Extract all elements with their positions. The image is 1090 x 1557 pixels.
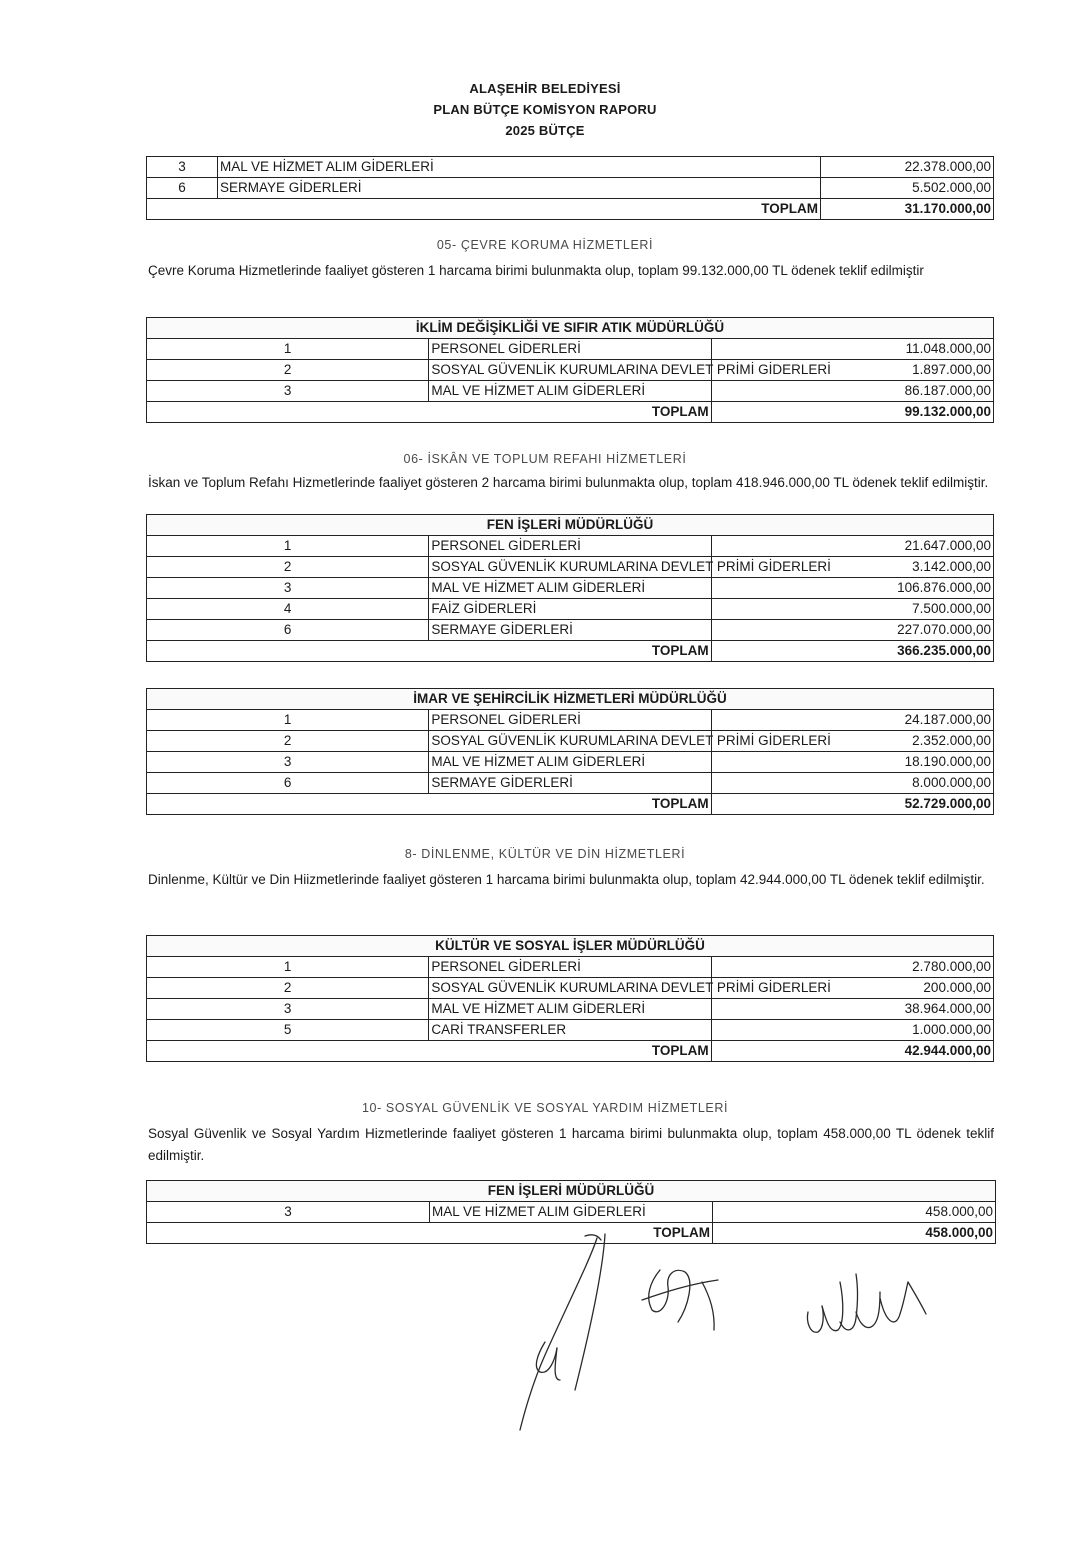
table-title: FEN İŞLERİ MÜDÜRLÜĞÜ [147, 515, 994, 536]
table-row [147, 157, 994, 178]
section-text: İskan ve Toplum Refahı Hizmetlerinde faaliyet gösteren 2 harcama birimi bulunmakta olup, toplam 418.946.000,00 TL ödenek teklif edilmiştir. [148, 475, 989, 490]
total-label: TOPLAM [147, 199, 821, 220]
total-row [147, 402, 994, 423]
row-no: 4 [147, 599, 429, 620]
row-name: MAL VE HİZMET ALIM GİDERLERİ [430, 1202, 713, 1223]
row-no: 6 [147, 773, 429, 794]
row-amount: 11.048.000,00 [711, 339, 993, 360]
row-no: 2 [147, 360, 429, 381]
total-amount: 31.170.000,00 [821, 199, 994, 220]
row-name: MAL VE HİZMET ALIM GİDERLERİ [429, 999, 711, 1020]
row-no: 3 [147, 999, 429, 1020]
total-amount: 52.729.000,00 [711, 794, 993, 815]
row-amount: 3.142.000,00 [711, 557, 993, 578]
row-no: 3 [147, 752, 429, 773]
total-amount: 42.944.000,00 [711, 1041, 993, 1062]
total-label: TOPLAM [147, 794, 712, 815]
budget-table-continued [146, 156, 994, 220]
section-title: 06- İSKÂN VE TOPLUM REFAHI HİZMETLERİ [403, 452, 687, 466]
table-row [147, 557, 994, 578]
row-amount: 5.502.000,00 [821, 178, 994, 199]
row-amount: 106.876.000,00 [711, 578, 993, 599]
row-name: MAL VE HİZMET ALIM GİDERLERİ [429, 752, 711, 773]
table-row [147, 773, 994, 794]
table-header [147, 936, 994, 957]
table-row [147, 999, 994, 1020]
row-name: SERMAYE GİDERLERİ [429, 773, 711, 794]
total-row [147, 199, 994, 220]
row-amount: 8.000.000,00 [711, 773, 993, 794]
row-no: 3 [147, 157, 218, 178]
total-row [147, 1041, 994, 1062]
total-amount: 99.132.000,00 [711, 402, 993, 423]
row-no: 2 [147, 731, 429, 752]
row-amount: 458.000,00 [713, 1202, 996, 1223]
row-amount: 22.378.000,00 [821, 157, 994, 178]
row-name: PERSONEL GİDERLERİ [429, 710, 711, 731]
table-row [147, 978, 994, 999]
section-text: Çevre Koruma Hizmetlerinde faaliyet gösteren 1 harcama birimi bulunmakta olup, toplam 99.132.000,00 TL ödenek teklif edilmiştir [148, 263, 924, 278]
section-text: Dinlenme, Kültür ve Din Hiizmetlerinde faaliyet gösteren 1 harcama birimi bulunmakta olup, toplam 42.944.000,00 TL ödenek teklif edilmiştir. [148, 872, 985, 887]
row-name: MAL VE HİZMET ALIM GİDERLERİ [218, 157, 821, 178]
budget-table-kultur [146, 935, 994, 1062]
budget-table-fen [146, 514, 994, 662]
table-header [147, 515, 994, 536]
row-name: MAL VE HİZMET ALIM GİDERLERİ [429, 578, 711, 599]
report-title: PLAN BÜTÇE KOMİSYON RAPORU [433, 102, 657, 117]
row-amount: 18.190.000,00 [711, 752, 993, 773]
row-no: 5 [147, 1020, 429, 1041]
table-title: İKLİM DEĞİŞİKLİĞİ VE SIFIR ATIK MÜDÜRLÜĞÜ [147, 318, 994, 339]
table-title: FEN İŞLERİ MÜDÜRLÜĞÜ [147, 1181, 996, 1202]
row-name: SOSYAL GÜVENLİK KURUMLARINA DEVLET PRİMİ GİDERLERİ [429, 731, 711, 752]
table-row [147, 339, 994, 360]
table-header [147, 318, 994, 339]
total-label: TOPLAM [147, 402, 712, 423]
municipality-name: ALAŞEHİR BELEDİYESİ [469, 81, 621, 96]
table-row [147, 178, 994, 199]
table-row [147, 1020, 994, 1041]
signature-1 [505, 1230, 630, 1440]
table-title: KÜLTÜR VE SOSYAL İŞLER MÜDÜRLÜĞÜ [147, 936, 994, 957]
row-name: SOSYAL GÜVENLİK KURUMLARINA DEVLET PRİMİ GİDERLERİ [429, 360, 711, 381]
signature-2 [630, 1262, 730, 1342]
row-amount: 2.352.000,00 [711, 731, 993, 752]
section-text: Sosyal Güvenlik ve Sosyal Yardım Hizmetlerinde faaliyet gösteren 1 harcama birimi bulunmakta olup, toplam 458.000,00 TL ödenek teklif edilmiştir. [148, 1126, 994, 1163]
section-title: 8- DİNLENME, KÜLTÜR VE DİN HİZMETLERİ [404, 847, 686, 861]
row-name: SOSYAL GÜVENLİK KURUMLARINA DEVLET PRİMİ GİDERLERİ [429, 557, 711, 578]
table-row [147, 1202, 996, 1223]
total-row [147, 794, 994, 815]
row-no: 2 [147, 978, 429, 999]
table-row [147, 360, 994, 381]
row-no: 2 [147, 557, 429, 578]
row-name: SERMAYE GİDERLERİ [218, 178, 821, 199]
row-no: 1 [147, 957, 429, 978]
row-name: PERSONEL GİDERLERİ [429, 957, 711, 978]
table-row [147, 957, 994, 978]
total-label: TOPLAM [147, 641, 712, 662]
table-row [147, 752, 994, 773]
table-row [147, 578, 994, 599]
row-no: 1 [147, 339, 429, 360]
row-name: SERMAYE GİDERLERİ [429, 620, 711, 641]
total-row [147, 641, 994, 662]
total-label: TOPLAM [147, 1041, 712, 1062]
row-amount: 1.000.000,00 [711, 1020, 993, 1041]
row-no: 3 [147, 578, 429, 599]
row-no: 3 [147, 1202, 430, 1223]
table-row [147, 710, 994, 731]
total-label: TOPLAM [147, 1223, 713, 1244]
row-no: 3 [147, 381, 429, 402]
total-amount: 458.000,00 [713, 1223, 996, 1244]
row-name: SOSYAL GÜVENLİK KURUMLARINA DEVLET PRİMİ GİDERLERİ [429, 978, 711, 999]
row-amount: 38.964.000,00 [711, 999, 993, 1020]
table-row [147, 381, 994, 402]
report-header [0, 78, 1090, 141]
budget-year: 2025 BÜTÇE [505, 123, 585, 138]
row-amount: 1.897.000,00 [711, 360, 993, 381]
row-amount: 86.187.000,00 [711, 381, 993, 402]
table-row [147, 620, 994, 641]
table-row [147, 536, 994, 557]
row-name: FAİZ GİDERLERİ [429, 599, 711, 620]
signature-3 [800, 1262, 950, 1342]
row-amount: 21.647.000,00 [711, 536, 993, 557]
row-amount: 2.780.000,00 [711, 957, 993, 978]
row-amount: 7.500.000,00 [711, 599, 993, 620]
section-title: 10- SOSYAL GÜVENLİK VE SOSYAL YARDIM HİZMETLERİ [361, 1101, 729, 1115]
table-row [147, 599, 994, 620]
row-amount: 227.070.000,00 [711, 620, 993, 641]
budget-table-iklim [146, 317, 994, 423]
section-title: 05- ÇEVRE KORUMA HİZMETLERİ [436, 238, 654, 252]
row-no: 6 [147, 620, 429, 641]
row-name: PERSONEL GİDERLERİ [429, 536, 711, 557]
row-name: CARİ TRANSFERLER [429, 1020, 711, 1041]
total-amount: 366.235.000,00 [711, 641, 993, 662]
budget-table-imar [146, 688, 994, 815]
row-no: 1 [147, 536, 429, 557]
row-amount: 200.000,00 [711, 978, 993, 999]
row-amount: 24.187.000,00 [711, 710, 993, 731]
table-header [147, 1181, 996, 1202]
table-header [147, 689, 994, 710]
table-row [147, 731, 994, 752]
row-name: MAL VE HİZMET ALIM GİDERLERİ [429, 381, 711, 402]
row-name: PERSONEL GİDERLERİ [429, 339, 711, 360]
table-title: İMAR VE ŞEHİRCİLİK HİZMETLERİ MÜDÜRLÜĞÜ [147, 689, 994, 710]
row-no: 6 [147, 178, 218, 199]
row-no: 1 [147, 710, 429, 731]
